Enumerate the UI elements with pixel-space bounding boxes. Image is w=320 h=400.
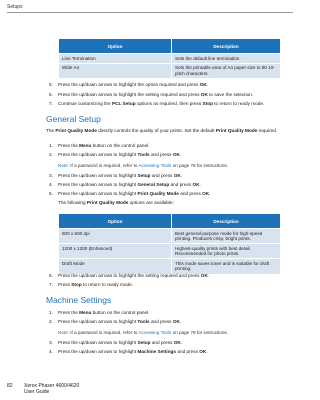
step-item: 4. Press the up/down arrows to highlight General Setup and press OK. bbox=[49, 182, 201, 187]
table-cell-option: Line Termination bbox=[59, 54, 172, 64]
section-header: Setups bbox=[7, 4, 23, 10]
table-cell-option: 600 x 600 dpi bbox=[59, 229, 172, 244]
step-item: 7. Continue customizing the PCL Setup options as required, then press Stop to return to ready mode. bbox=[49, 101, 265, 106]
table-header-row bbox=[59, 214, 281, 229]
step-item: 3. Press the up/down arrows to highlight Setup and press OK. bbox=[49, 340, 183, 345]
page-number: 82 bbox=[7, 383, 13, 389]
step-item: 2. Press the up/down arrows to highlight Tools and press OK. bbox=[49, 152, 182, 157]
section-title-machine-settings: Machine Settings bbox=[46, 295, 112, 305]
table-cell-description: Highest-quality prints with best detail. Recommended for photo prints. bbox=[172, 244, 281, 259]
options-table-1 bbox=[58, 38, 281, 79]
table-row bbox=[59, 54, 281, 64]
options-table-2 bbox=[58, 213, 281, 275]
table-cell-option: Draft Mode bbox=[59, 259, 172, 274]
table-cell-description: Sets the printable area of A4 paper size to 80 10-pitch characters. bbox=[172, 63, 281, 78]
step-item: 1. Press the Menu button on the control panel. bbox=[49, 310, 150, 315]
table-cell-description: Sets the default line termination. bbox=[172, 54, 281, 64]
intro-paragraph: The Print Quality Mode directly controls the quality of your prints. Set the default Print Quality Mode required. bbox=[46, 128, 278, 133]
step-item: 6. Press the up/down arrows to highlight the setting required and press OK. bbox=[49, 273, 210, 278]
table-header-option: Option bbox=[59, 39, 172, 54]
header-divider bbox=[7, 12, 293, 13]
product-name: Xerox Phaser 4600/4620 bbox=[24, 383, 80, 389]
table-header-option: Option bbox=[59, 214, 172, 229]
table-header-description: Description bbox=[172, 39, 281, 54]
table-row bbox=[59, 259, 281, 274]
table-header-row bbox=[59, 39, 281, 54]
table-row bbox=[59, 63, 281, 78]
step-subtext: The following Print Quality Mode options are available: bbox=[58, 200, 174, 205]
step-item: 7. Press Stop to return to ready mode. bbox=[49, 282, 134, 287]
step-item: 2. Press the up/down arrows to highlight Tools and press OK. bbox=[49, 319, 182, 324]
footer-product bbox=[24, 383, 79, 395]
table-cell-option: 1200 x 1200 (Enhanced) bbox=[59, 244, 172, 259]
accessing-tools-link[interactable]: Accessing Tools bbox=[138, 163, 172, 168]
note: Note: If a password is required, refer to Accessing Tools on page 78 for instructions. bbox=[58, 163, 228, 168]
table-row bbox=[59, 229, 281, 244]
table-cell-option: Wide A4 bbox=[59, 63, 172, 78]
step-item: 6. Press the up/down arrows to highlight the setting required and press OK to save the selection. bbox=[49, 92, 254, 97]
table-cell-description: Best general-purpose mode for high-speed printing. Produces crisp, bright prints. bbox=[172, 229, 281, 244]
note: Note: If a password is required, refer to Accessing Tools on page 78 for instructions. bbox=[58, 330, 228, 335]
accessing-tools-link[interactable]: Accessing Tools bbox=[138, 330, 172, 335]
table-cell-description: This mode saves toner and is suitable for draft printing. bbox=[172, 259, 281, 274]
table-header-description: Description bbox=[172, 214, 281, 229]
step-item: 5. Press the up/down arrows to highlight the option required and press OK. bbox=[49, 82, 209, 87]
table-row bbox=[59, 244, 281, 259]
step-item: 1. Press the Menu button on the control panel. bbox=[49, 143, 150, 148]
step-item: 3. Press the up/down arrows to highlight Setup and press OK. bbox=[49, 173, 183, 178]
step-item: 5. Press the up/down arrows to highlight Print Quality Mode and press OK. bbox=[49, 191, 211, 196]
guide-name: User Guide bbox=[24, 389, 50, 395]
section-title-general-setup: General Setup bbox=[46, 114, 101, 124]
step-item: 4. Press the up/down arrows to highlight Machine Settings and press OK. bbox=[49, 349, 208, 354]
